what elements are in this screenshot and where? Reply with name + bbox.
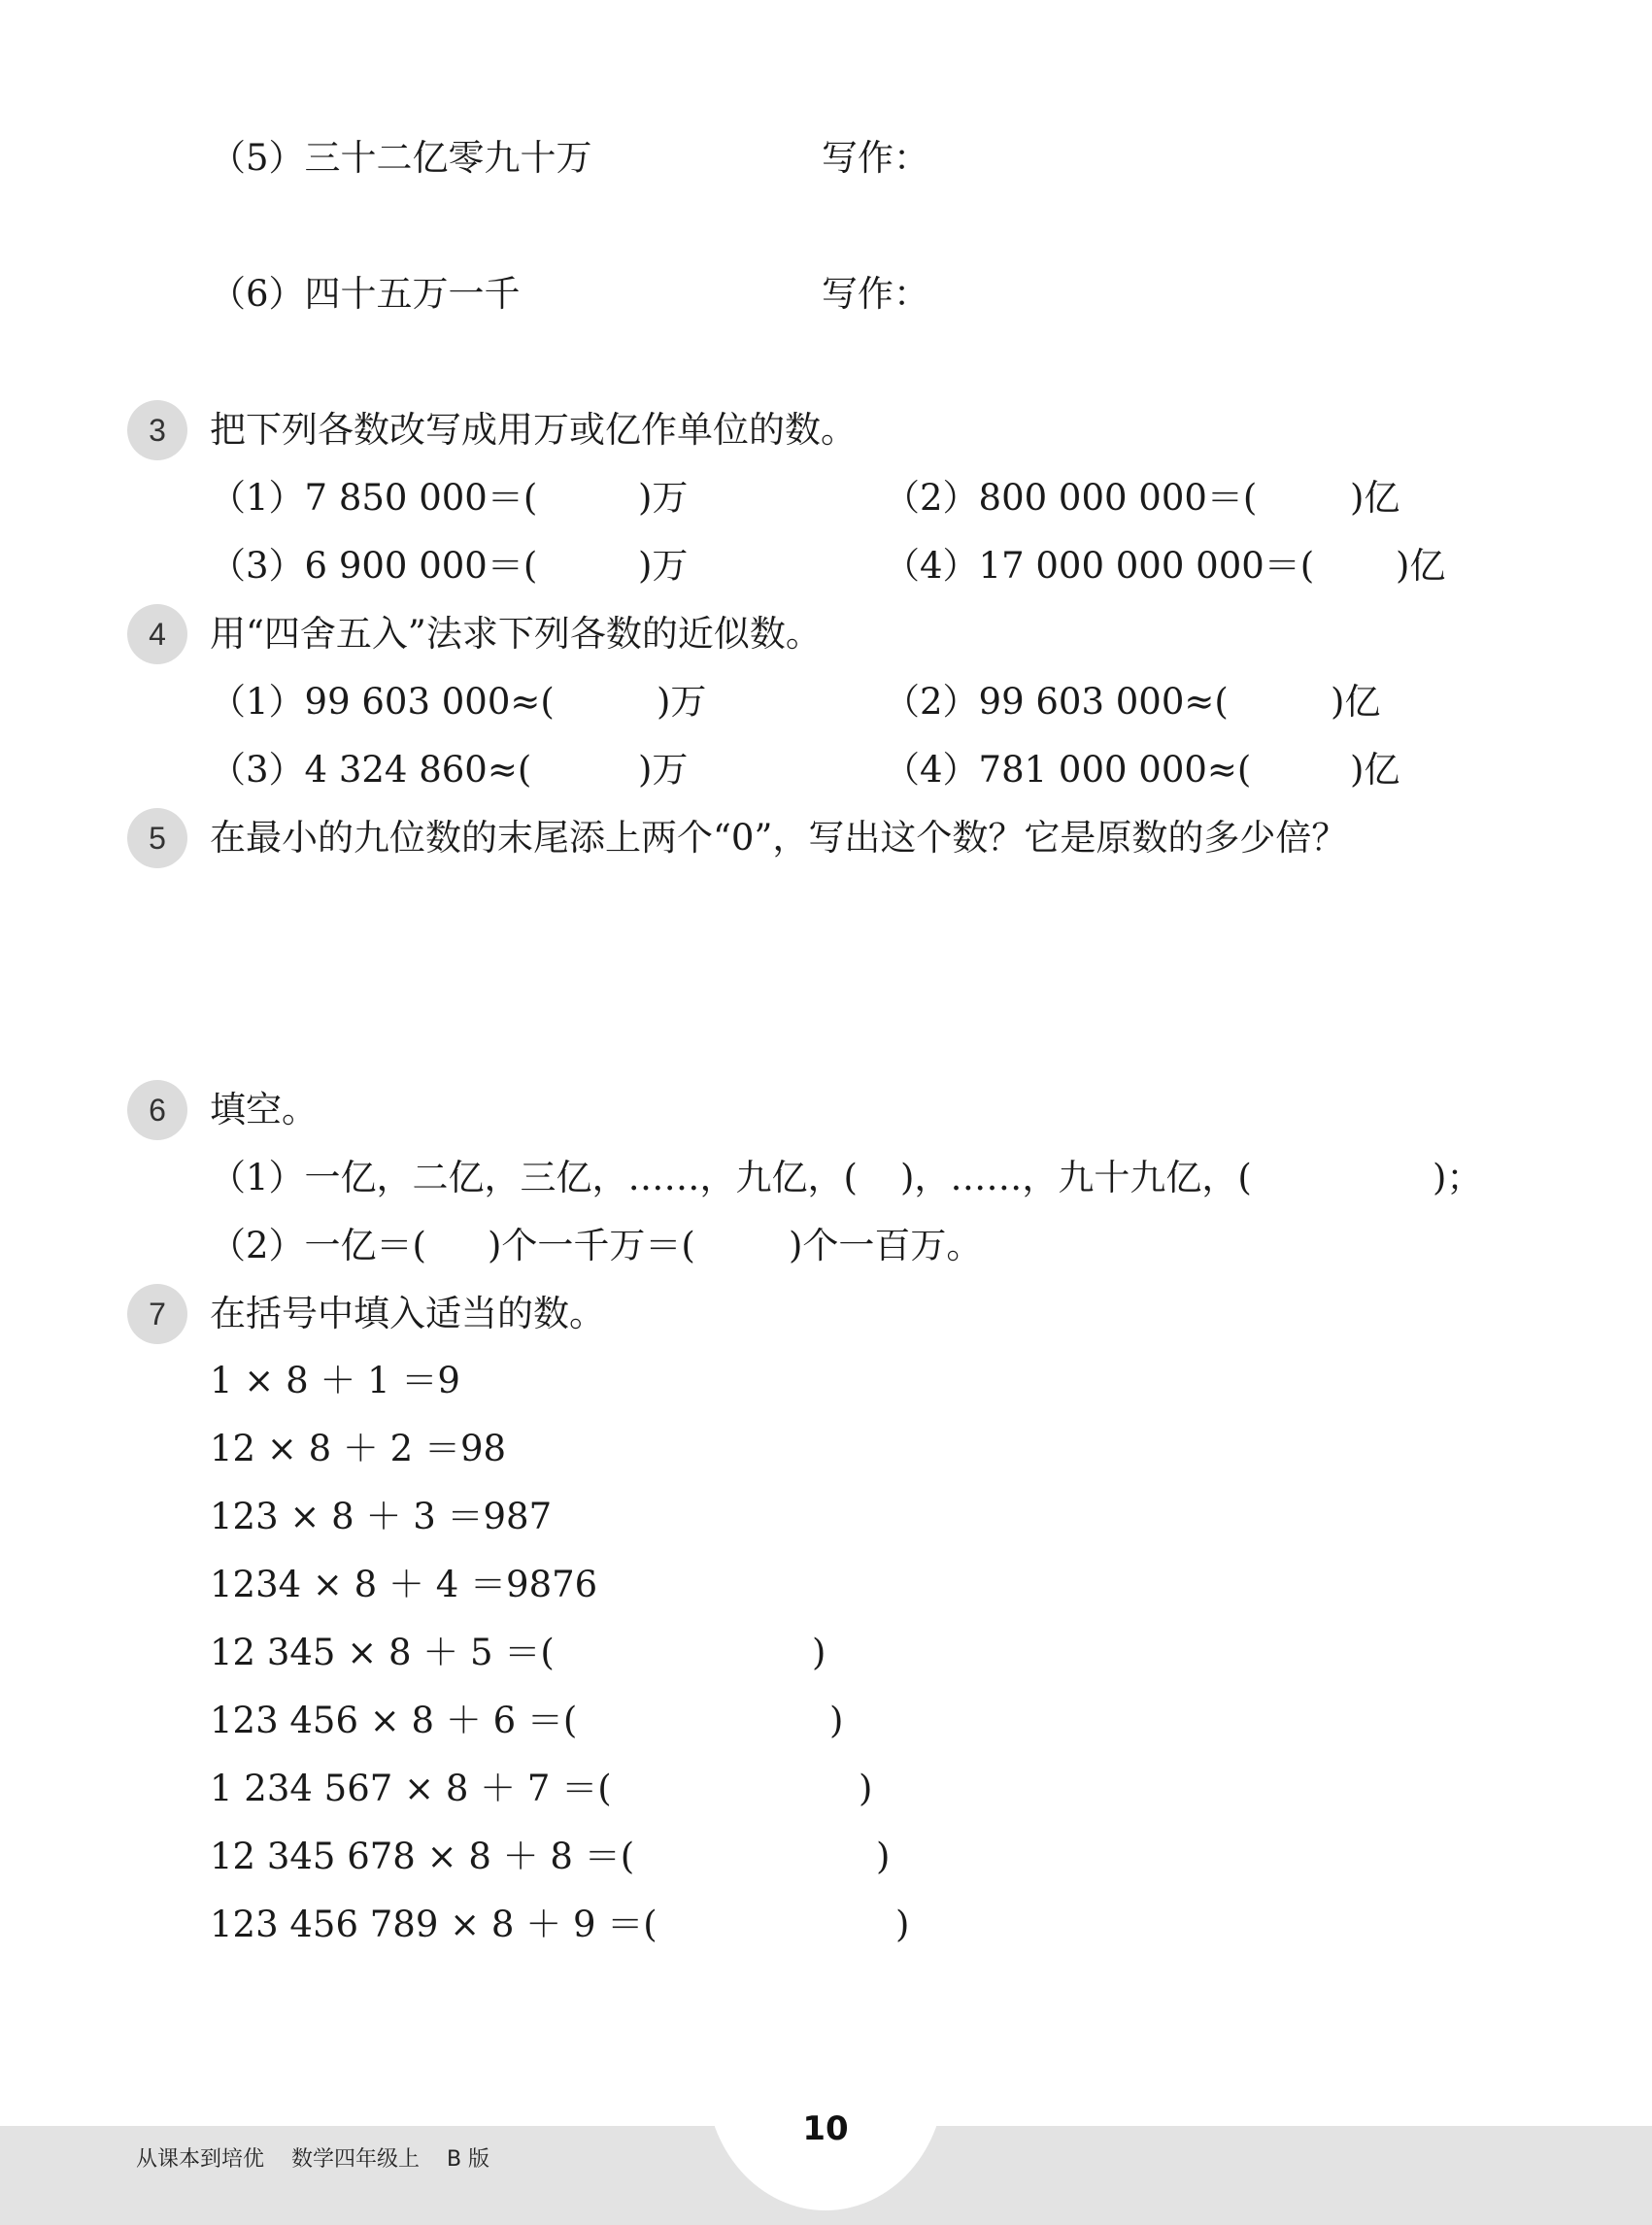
item-5-write-label: 写作： [822, 137, 929, 179]
q7-line-7: 1 234 567 × 8 ＋ 7 ＝( [210, 1768, 612, 1809]
q7-line-4: 1234 × 8 ＋ 4 ＝9876 [210, 1564, 598, 1605]
item-6-text: （6）四十五万一千 [210, 273, 521, 315]
q7-line-8: 12 345 678 × 8 ＋ 8 ＝( [210, 1836, 635, 1877]
q7-line-6: 123 456 × 8 ＋ 6 ＝( [210, 1700, 578, 1741]
q7-line-7-close: ) [859, 1768, 873, 1809]
question-6-badge: 6 [127, 1080, 187, 1140]
q3-item-2: （2）800 000 000＝( [884, 477, 1258, 519]
q7-line-8-close: ) [876, 1836, 891, 1877]
question-7-title: 在括号中填入适当的数。 [210, 1293, 605, 1334]
q6-line-2-part-b: )个一千万＝( [488, 1225, 695, 1266]
page-number: 10 [802, 2109, 849, 2148]
q7-line-1: 1 × 8 ＋ 1 ＝9 [210, 1360, 460, 1401]
q4-item-2-unit: )亿 [1331, 681, 1381, 723]
q7-line-9-close: ) [895, 1904, 910, 1945]
q6-line-1-part-b: )，……，九十九亿，( [900, 1157, 1252, 1198]
q4-item-3-unit: )万 [638, 749, 689, 791]
q4-item-4-unit: )亿 [1350, 749, 1400, 791]
question-7-badge: 7 [127, 1284, 187, 1344]
q6-line-2-part-c: )个一百万。 [789, 1225, 983, 1266]
q6-line-2-part-a: （2）一亿＝( [210, 1225, 426, 1266]
q3-item-3: （3）6 900 000＝( [210, 545, 538, 587]
q4-item-1: （1）99 603 000≈( [210, 681, 555, 723]
q4-item-2: （2）99 603 000≈( [884, 681, 1229, 723]
q3-item-4-unit: )亿 [1396, 545, 1446, 587]
q4-item-4: （4）781 000 000≈( [884, 749, 1252, 791]
q3-item-1: （1）7 850 000＝( [210, 477, 538, 519]
q7-line-5: 12 345 × 8 ＋ 5 ＝( [210, 1632, 555, 1673]
question-3-title: 把下列各数改写成用万或亿作单位的数。 [210, 409, 857, 451]
q7-line-6-close: ) [829, 1700, 844, 1741]
q7-line-9: 123 456 789 × 8 ＋ 9 ＝( [210, 1904, 657, 1945]
question-5-title: 在最小的九位数的末尾添上两个“0”，写出这个数？它是原数的多少倍？ [210, 817, 1348, 859]
question-3-badge: 3 [127, 400, 187, 460]
item-5-text: （5）三十二亿零九十万 [210, 137, 592, 179]
question-4-badge: 4 [127, 604, 187, 664]
q3-item-2-unit: )亿 [1350, 477, 1400, 519]
q3-item-1-unit: )万 [638, 477, 689, 519]
question-4-title: 用“四舍五入”法求下列各数的近似数。 [210, 613, 822, 655]
q4-item-1-unit: )万 [657, 681, 707, 723]
q7-line-3: 123 × 8 ＋ 3 ＝987 [210, 1496, 553, 1537]
page-number-circle [706, 1942, 945, 2210]
q7-line-2: 12 × 8 ＋ 2 ＝98 [210, 1428, 507, 1469]
question-6-title: 填空。 [210, 1089, 318, 1130]
item-6-write-label: 写作： [822, 273, 929, 315]
q4-item-3: （3）4 324 860≈( [210, 749, 532, 791]
question-5-badge: 5 [127, 808, 187, 868]
q6-line-1-part-c: )； [1433, 1157, 1483, 1198]
q3-item-4: （4）17 000 000 000＝( [884, 545, 1315, 587]
q7-line-5-close: ) [812, 1632, 826, 1673]
q6-line-1-part-a: （1）一亿，二亿，三亿，……，九亿，( [210, 1157, 858, 1198]
q3-item-3-unit: )万 [638, 545, 689, 587]
book-title: 从课本到培优 数学四年级上 B 版 [136, 2147, 490, 2172]
